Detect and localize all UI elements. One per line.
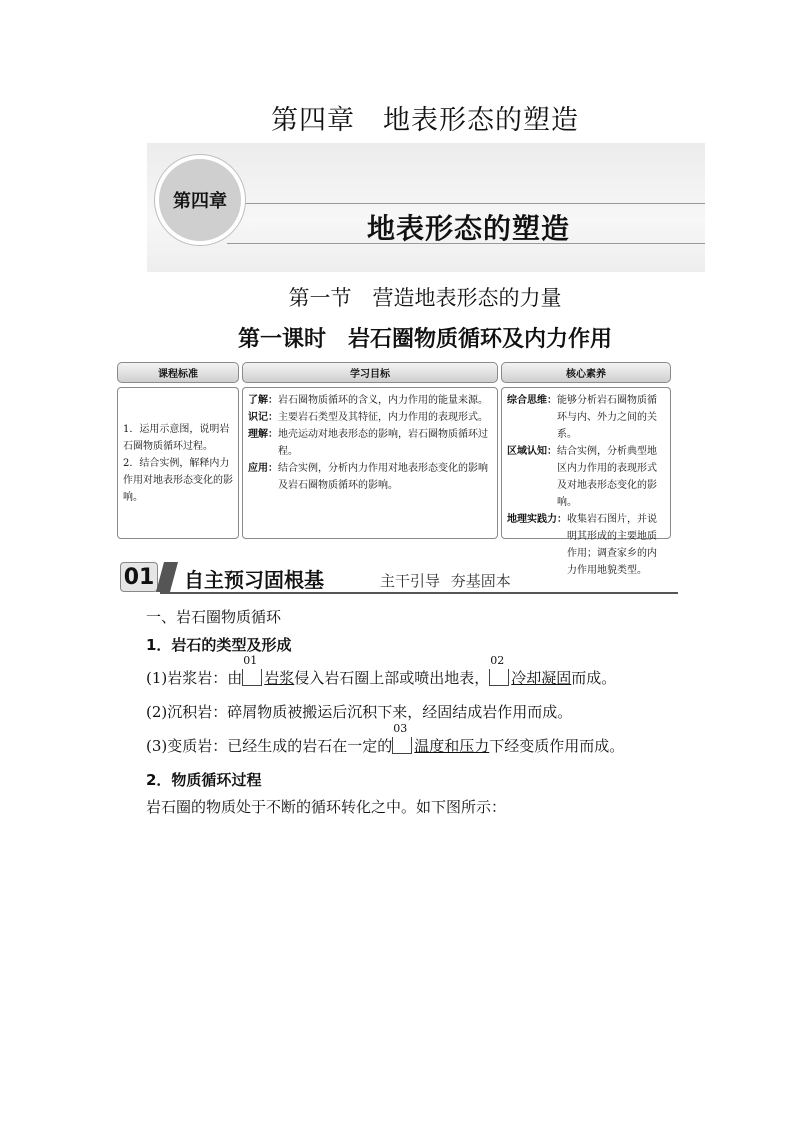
- section-heading: 自主预习固根基: [184, 568, 324, 592]
- section-subheading: 主干引导 夯基固本: [380, 572, 511, 590]
- objectives-table: [117, 362, 671, 576]
- text-span: (1)岩浆岩：由: [146, 669, 243, 687]
- text-span: 而成。: [571, 669, 617, 687]
- blank-number: 02: [490, 654, 505, 667]
- goal-text: 主要岩石类型及其特征，内力作用的表现形式。: [278, 412, 488, 423]
- heading-2: 1．岩石的类型及形成: [146, 636, 292, 654]
- answer-text: 温度和压力: [414, 737, 490, 755]
- table-header: 课程标准: [117, 362, 239, 383]
- literacy-text: 收集岩石图片，并说明其形成的主要地质作用；调查家乡的内力作用地貌类型。: [567, 514, 657, 576]
- lesson-title: 第一课时 岩石圈物质循环及内力作用: [237, 327, 612, 352]
- standard-item: 1．运用示意图，说明岩石圈物质循环过程。: [123, 423, 230, 452]
- text-span: 下经变质作用而成。: [489, 737, 625, 755]
- text-span: 侵入岩石圈上部或喷出地表，: [294, 669, 490, 687]
- answer-text: 岩浆: [264, 669, 295, 687]
- section-number: 01: [120, 562, 158, 592]
- literacy-row: [507, 443, 665, 511]
- goal-row: [248, 392, 492, 409]
- blank-number: 01: [243, 654, 258, 667]
- paragraph-line: (2)沉积岩：碎屑物质被搬运后沉积下来，经固结成岩作用而成。: [146, 703, 573, 721]
- goal-text: 结合实例，分析内力作用对地表形态变化的影响及岩石圈物质循环的影响。: [278, 463, 488, 491]
- banner-divider: [227, 203, 705, 204]
- banner-title: 地表形态的塑造: [367, 212, 571, 245]
- section-heading-bar: [120, 560, 678, 596]
- blank-marker: [392, 722, 412, 754]
- literacy-text: 能够分析岩石圈物质循环与内、外力之间的关系。: [557, 395, 657, 440]
- table-header: 学习目标: [242, 362, 498, 383]
- goal-row: [248, 426, 492, 460]
- slash-decoration: [156, 562, 178, 592]
- literacy-row: [507, 392, 665, 443]
- paragraph-line: [146, 722, 625, 756]
- paragraph-line: [146, 654, 617, 688]
- goal-key: 理解：: [248, 429, 278, 440]
- chapter-badge: [155, 155, 245, 245]
- blank-marker: [489, 654, 509, 686]
- heading-2: 2．物质循环过程: [146, 771, 262, 789]
- literacy-key: 综合思维：: [507, 395, 557, 406]
- paragraph-line: 岩石圈的物质处于不断的循环转化之中。如下图所示：: [146, 798, 507, 816]
- text-span: (3)变质岩：已经生成的岩石在一定的: [146, 737, 393, 755]
- heading-1: 一、岩石圈物质循环: [146, 608, 282, 626]
- literacy-text: 结合实例，分析典型地区内力作用的表现形式及对地表形态变化的影响。: [557, 446, 657, 508]
- chapter-badge-label: 第四章: [173, 191, 227, 212]
- blank-marker: [242, 654, 262, 686]
- goals-cell: [242, 387, 498, 539]
- literacy-key: 区域认知：: [507, 446, 557, 457]
- page-title: 第四章 地表形态的塑造: [271, 105, 579, 136]
- standards-cell: [117, 387, 239, 539]
- goal-text: 岩石圈物质循环的含义，内力作用的能量来源。: [278, 395, 488, 406]
- table-header: 核心素养: [501, 362, 671, 383]
- goal-row: [248, 460, 492, 494]
- goal-key: 应用：: [248, 463, 278, 474]
- goal-row: [248, 409, 492, 426]
- blank-number: 03: [393, 722, 408, 735]
- chapter-banner: [147, 143, 705, 272]
- literacy-key: 地理实践力：: [507, 514, 567, 525]
- goal-key: 识记：: [248, 412, 278, 423]
- section-title: 第一节 营造地表形态的力量: [288, 286, 562, 310]
- goal-key: 了解：: [248, 395, 278, 406]
- goal-text: 地壳运动对地表形态的影响，岩石圈物质循环过程。: [278, 429, 488, 457]
- literacy-cell: [501, 387, 671, 576]
- answer-text: 冷却凝固: [511, 669, 572, 687]
- standard-item: 2．结合实例，解释内力作用对地表形态变化的影响。: [123, 457, 233, 503]
- section-underline: [160, 592, 678, 594]
